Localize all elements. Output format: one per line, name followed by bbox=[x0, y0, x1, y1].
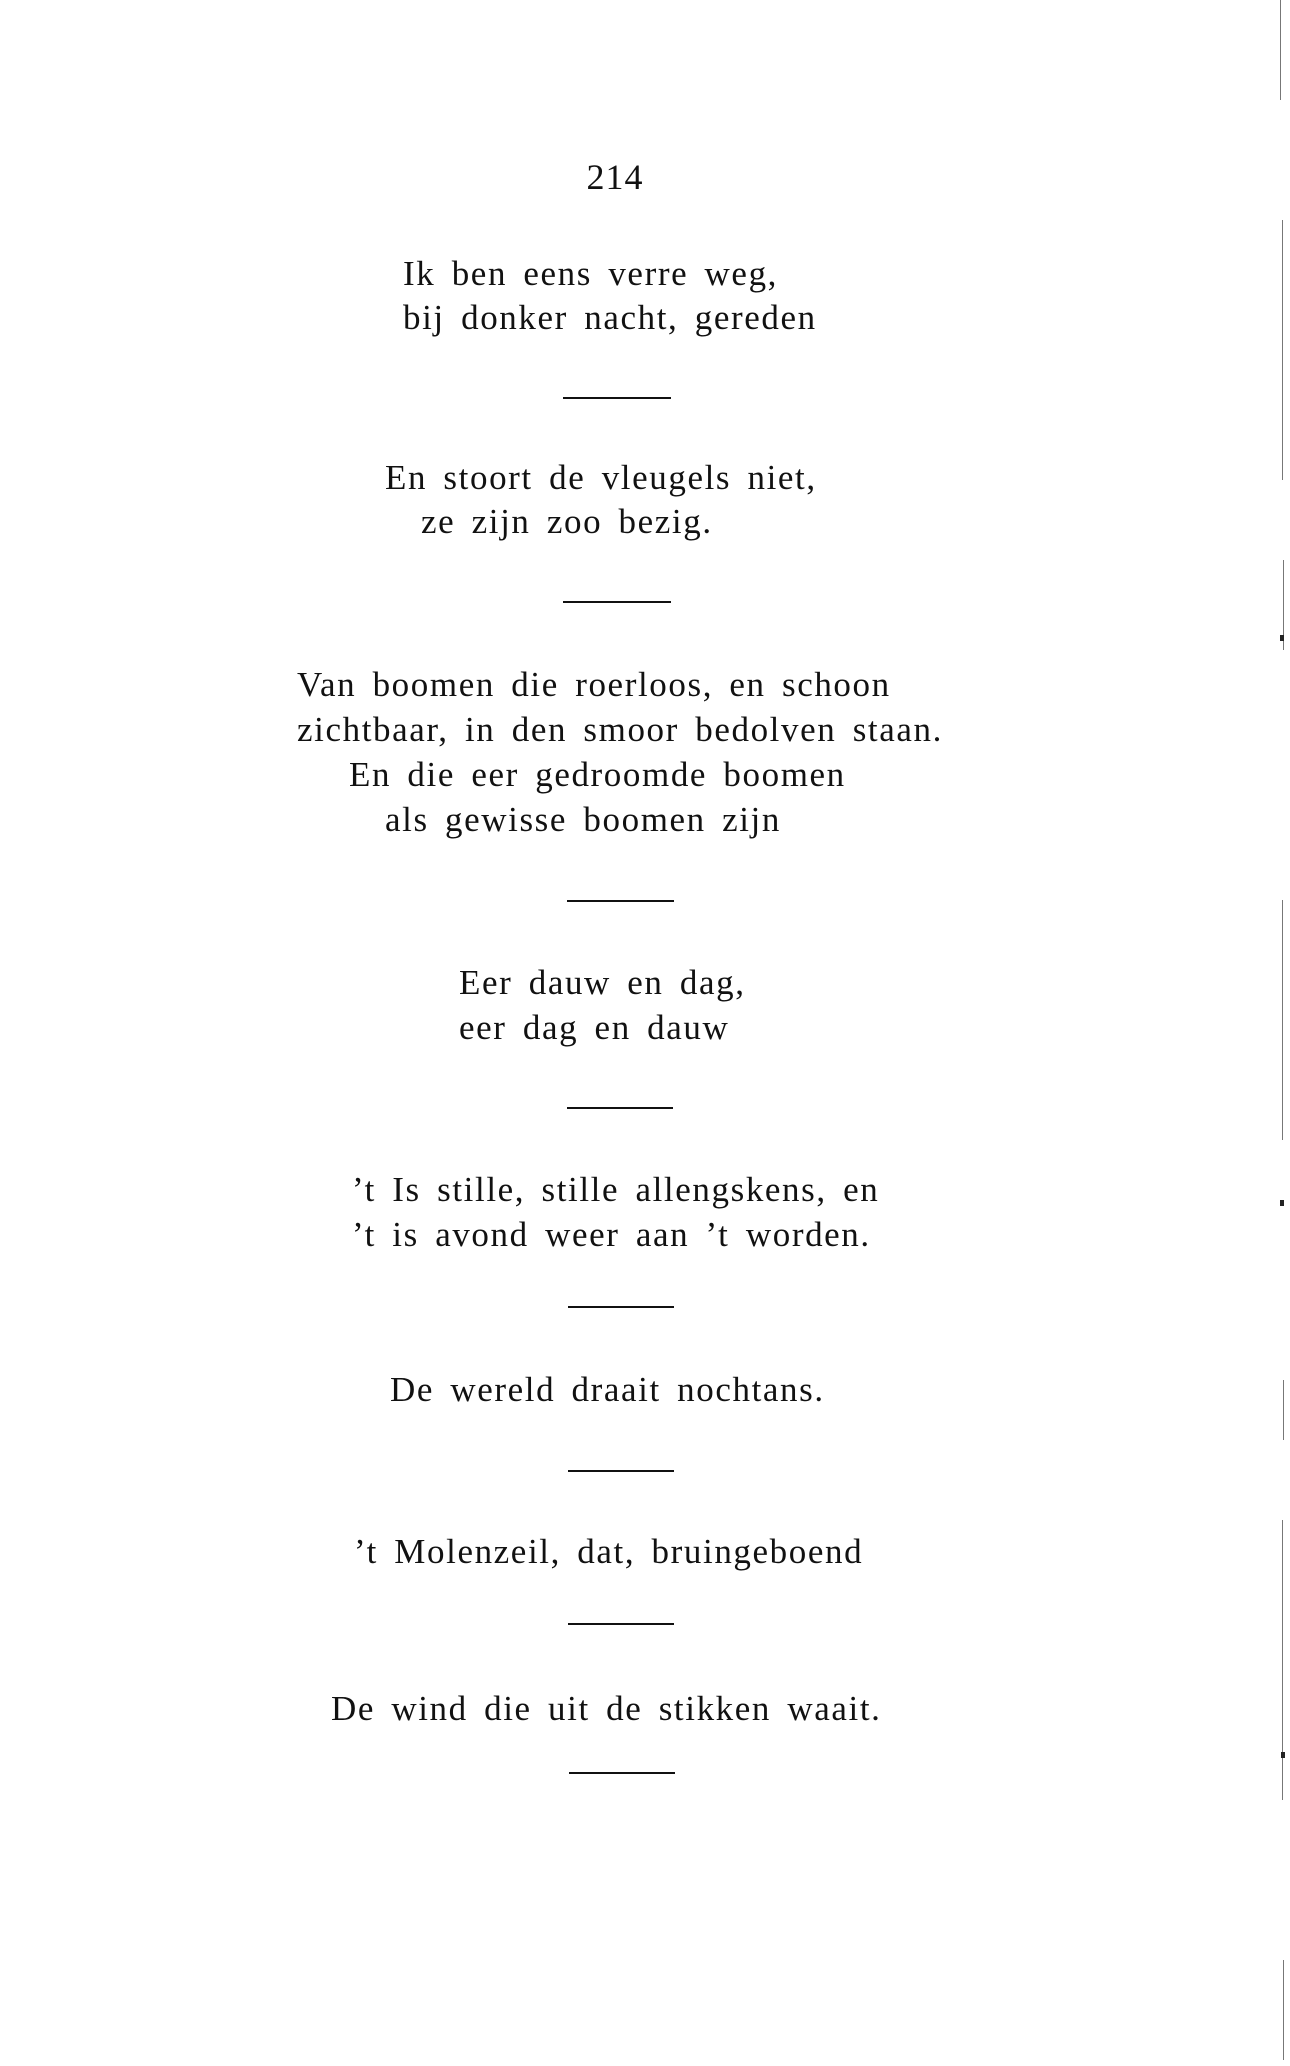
scan-edge-artifact bbox=[1282, 900, 1283, 1140]
poem-line: En stoort de vleugels niet, bbox=[385, 458, 817, 497]
scan-edge-artifact bbox=[1280, 635, 1284, 641]
poem-line: En die eer gedroomde boomen bbox=[349, 755, 846, 794]
poem-line: ze zijn zoo bezig. bbox=[421, 502, 713, 541]
section-divider bbox=[568, 1623, 674, 1625]
scan-edge-artifact bbox=[1282, 220, 1283, 480]
section-divider bbox=[563, 397, 671, 399]
section-divider bbox=[567, 900, 674, 902]
poem-line: ’t is avond weer aan ’t worden. bbox=[352, 1215, 871, 1254]
poem-line: De wereld draait nochtans. bbox=[390, 1370, 825, 1409]
section-divider bbox=[569, 1772, 675, 1774]
poem-line: Van boomen die roerloos, en schoon bbox=[297, 665, 891, 704]
poem-line: Ik ben eens verre weg, bbox=[403, 254, 779, 293]
poem-line: Eer dauw en dag, bbox=[459, 963, 746, 1002]
poem-line: De wind die uit de stikken waait. bbox=[331, 1689, 882, 1728]
poem-line: zichtbaar, in den smoor bedolven staan. bbox=[297, 710, 943, 749]
scan-edge-artifact bbox=[1282, 1520, 1283, 1800]
scan-edge-artifact bbox=[1281, 1752, 1285, 1758]
page-number: 214 bbox=[586, 157, 644, 197]
poem-line: bij donker nacht, gereden bbox=[403, 298, 817, 337]
poem-line: ’t Is stille, stille allengskens, en bbox=[352, 1170, 880, 1209]
section-divider bbox=[568, 1470, 674, 1472]
scan-edge-artifact bbox=[1280, 1200, 1284, 1206]
poem-line: als gewisse boomen zijn bbox=[385, 800, 781, 839]
scan-edge-artifact bbox=[1283, 1960, 1284, 2060]
poem-line: eer dag en dauw bbox=[459, 1008, 730, 1047]
poem-line: ’t Molenzeil, dat, bruingeboend bbox=[354, 1532, 864, 1571]
section-divider bbox=[567, 1107, 673, 1109]
section-divider bbox=[568, 1306, 674, 1308]
scan-edge-artifact bbox=[1283, 1380, 1284, 1440]
section-divider bbox=[563, 601, 671, 603]
scan-edge-artifact bbox=[1280, 0, 1281, 100]
